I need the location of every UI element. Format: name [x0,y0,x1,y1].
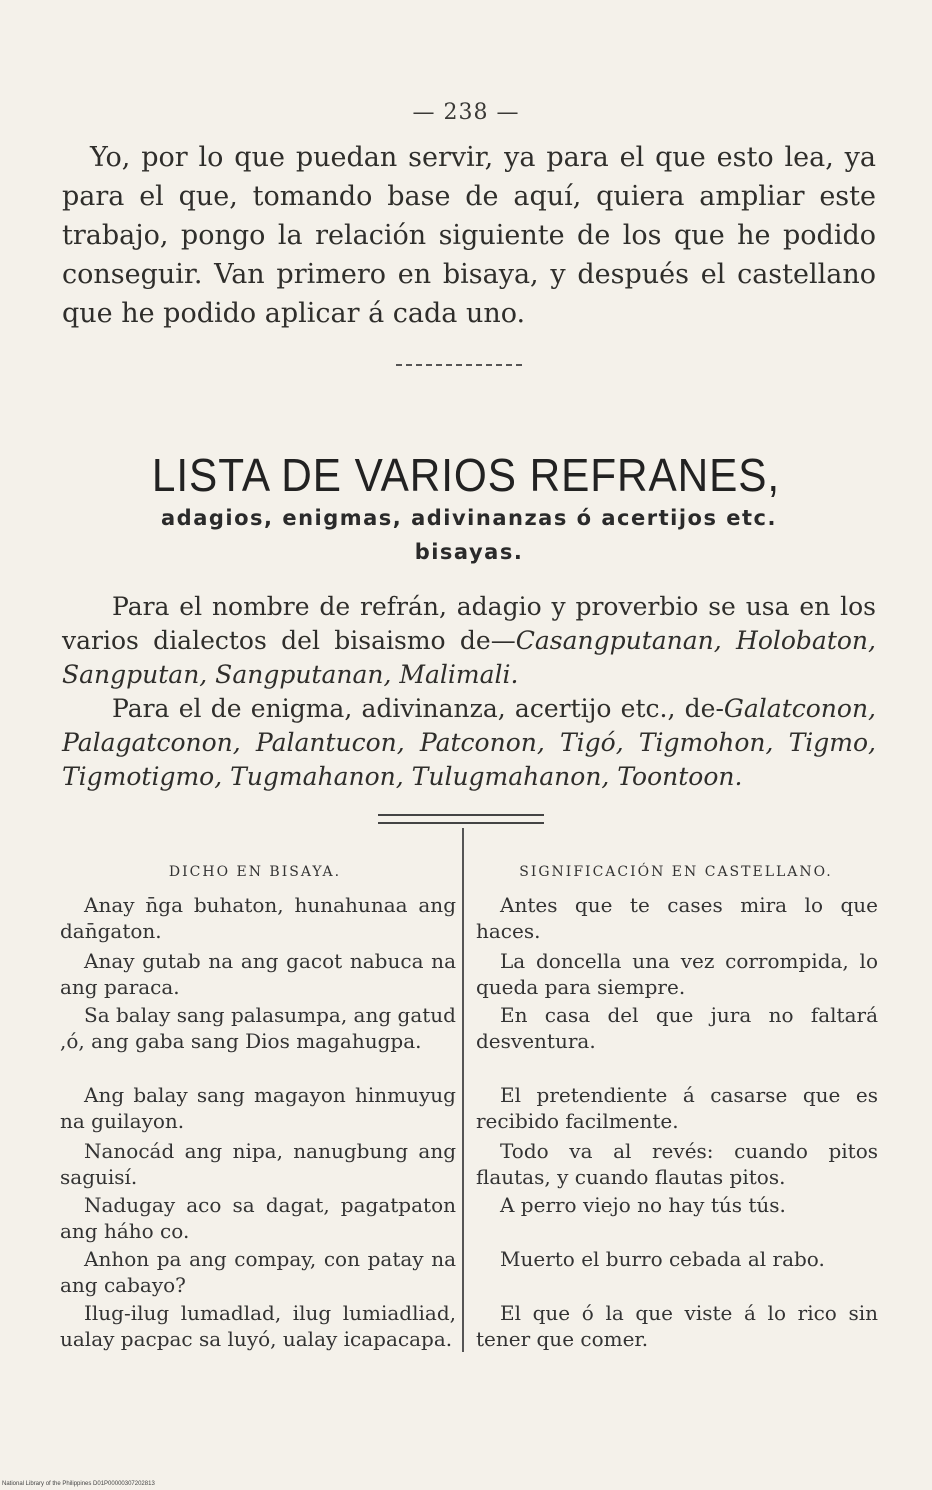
proverb-bisaya: Anhon pa ang compay, con patay na ang cabayo? [60,1247,456,1297]
proverb-castellano: La doncella una vez corrompida, lo queda para siempre. [476,949,878,999]
double-rule [378,814,544,824]
proverb-bisaya: Ilug-ilug lumadlad, ilug lumiadliad, ualay pacpac sa luyó, ualay icapacapa. [60,1301,456,1351]
proverb-castellano: Muerto el burro cebada al rabo. [500,1247,825,1271]
list-subtitle-line1: adagios, enigmas, adivinanzas ó acertijos etc. [161,506,777,530]
proverb-bisaya: Anay gutab na ang gacot nabuca na ang paraca. [60,949,456,999]
list-subtitle-line2: bisayas. [414,540,524,564]
proverb-castellano: En casa del que jura no faltará desventura. [476,1003,878,1053]
enigma-names-paragraph: Para el de enigma, adivinanza, acertijo etc., de-Galatconon, Palagatconon, Palantucon, Patconon, Tigó, Tigmohon, Tigmo, Tigmotigmo, Tugmahanon, Tulugmahanon, Toontoon. [62,694,876,791]
proverb-castellano: Todo va al revés: cuando pitos flautas, y cuando flautas pitos. [476,1139,878,1189]
section-separator [396,364,522,368]
proverb-bisaya: Nadugay aco sa dagat, pagatpaton ang háho co. [60,1193,456,1243]
proverb-bisaya: Nanocád ang nipa, nanugbung ang saguisí. [60,1139,456,1189]
intro-paragraph: Yo, por lo que puedan servir, ya para el que esto lea, ya para el que, tomando base de aquí, quiera ampliar este trabajo, pongo la relación siguiente de los que he podido conseguir. Van primero en bisaya, y después el castellano que he podido aplicar á cada uno. [62,142,876,329]
proverb-bisaya: Anay n̄ga buhaton, hunahunaa ang dan̄gaton. [60,893,456,943]
proverb-castellano: El que ó la que viste á lo rico sin tener que comer. [476,1301,878,1351]
list-title: LISTA DE VARIOS REFRANES, [151,449,781,501]
right-column-header: SIGNIFICACIÓN EN CASTELLANO. [519,864,833,880]
left-column-header: DICHO EN BISAYA. [168,864,342,880]
proverb-castellano: A perro viejo no hay tús tús. [500,1193,786,1217]
page-number: — 238 — [412,100,520,125]
proverb-bisaya: Sa balay sang palasumpa, ang gatud ,ó, ang gaba sang Dios magahugpa. [60,1003,456,1053]
names-section [62,590,876,794]
refran-names-paragraph: Para el nombre de refrán, adagio y proverbio se usa en los varios dialectos del bisaismo de—Casangputanan, Holobaton, Sangputan, Sangputanan, Malimali. [62,592,876,689]
proverb-castellano: El pretendiente á casarse que es recibido facilmente. [476,1083,878,1133]
library-footer: National Library of the Philippines D01P00000307202813 [2,1481,155,1487]
column-divider [462,828,464,1352]
proverb-bisaya: Ang balay sang magayon hinmuyug na guilayon. [60,1083,456,1133]
proverb-castellano: Antes que te cases mira lo que haces. [476,893,878,943]
